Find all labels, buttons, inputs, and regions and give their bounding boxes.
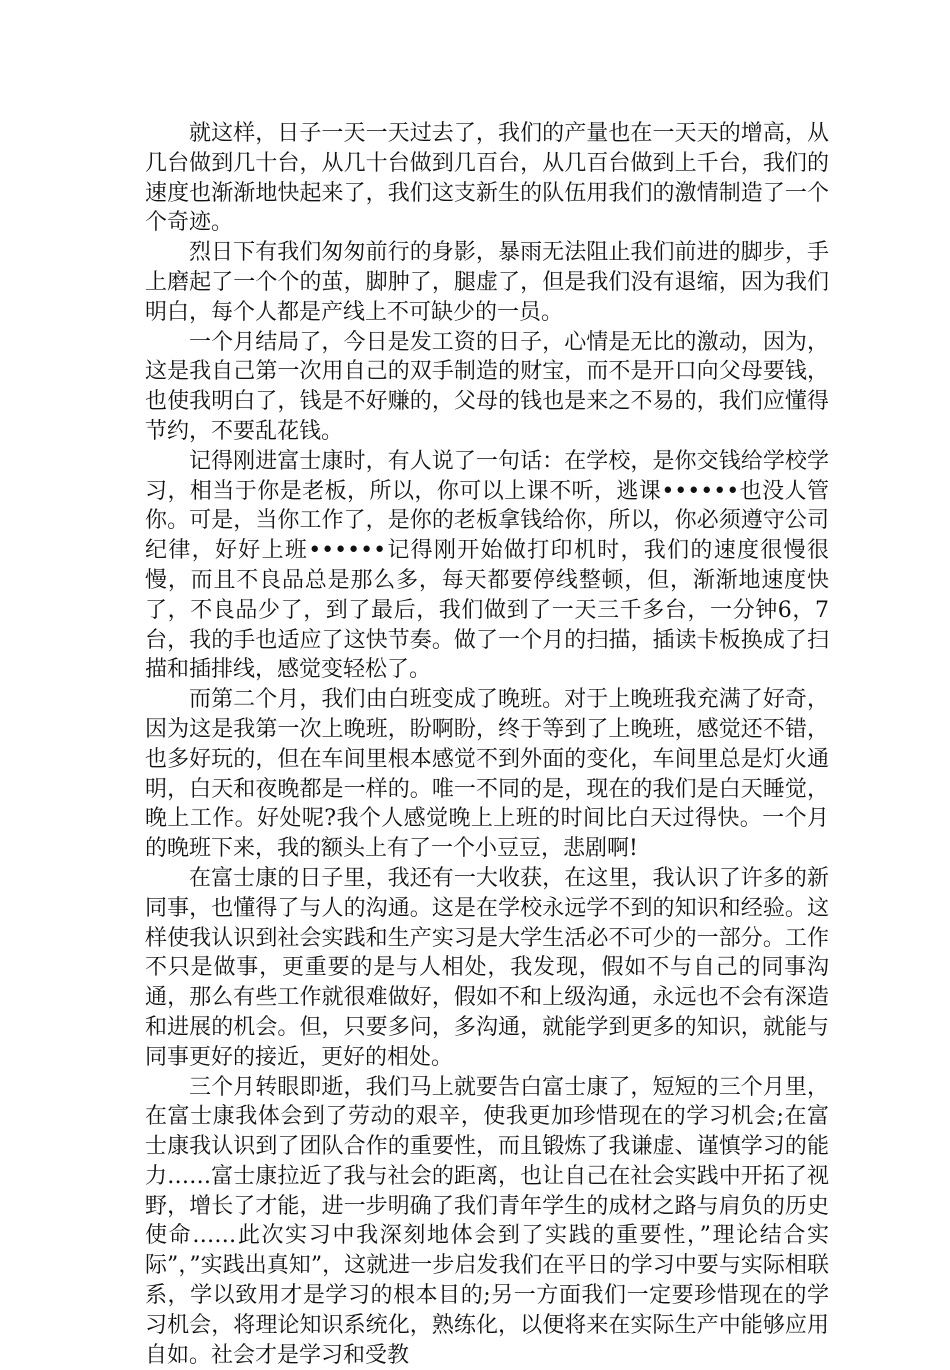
paragraph-5: 而第二个月，我们由白班变成了晚班。对于上晚班我充满了好奇，因为这是我第一次上晚班，盼啊盼，终于等到了上晚班，感觉还不错，也多好玩的，但在车间里根本感觉不到外面的变化，车间里总是灯火通明，白天和夜晚都是一样的。唯一不同的是，现在的我们是白天睡觉，晚上工作。好处呢?我个人感觉晚上上班的时间比白天过得快。一个月的晚班下来，我的额头上有了一个小豆豆，悲剧啊! [145, 685, 829, 864]
paragraph-4: 记得刚进富士康时，有人说了一句话：在学校，是你交钱给学校学习，相当于你是老板，所以，你可以上课不听，逃课••••••也没人管你。可是，当你工作了，是你的老板拿钱给你，所以，你必须遵守公司纪律，好好上班••••••记得刚开始做打印机时，我们的速度很慢很慢，而且不良品总是那么多，每天都要停线整顿，但，渐渐地速度快了，不良品少了，到了最后，我们做到了一天三千多台，一分钟6，7台，我的手也适应了这快节奏。做了一个月的扫描，插读卡板换成了扫描和插排线，感觉变轻松了。 [145, 447, 829, 685]
paragraph-3: 一个月结局了，今日是发工资的日子，心情是无比的激动，因为，这是我自己第一次用自己的双手制造的财宝，而不是开口向父母要钱，也使我明白了，钱是不好赚的，父母的钱也是来之不易的，我们应懂得节约，不要乱花钱。 [145, 328, 829, 447]
document-page [145, 119, 829, 1239]
paragraph-7: 三个月转眼即逝，我们马上就要告白富士康了，短短的三个月里，在富士康我体会到了劳动的艰辛，使我更加珍惜现在的学习机会;在富士康我认识到了团队合作的重要性，而且锻炼了我谦虚、谨慎学习的能力……富士康拉近了我与社会的距离，也让自己在社会实践中开拓了视野，增长了才能，进一步明确了我们青年学生的成材之路与肩负的历史使命……此次实习中我深刻地体会到了实践的重要性，”理论结合实际”，”实践出真知”，这就进一步启发我们在平日的学习中要与实际相联系，学以致用才是学习的根本目的;另一方面我们一定要珍惜现在的学习机会，将理论知识系统化，熟练化，以便将来在实际生产中能够应用自如。社会才是学习和受教 [145, 1073, 829, 1370]
paragraph-6: 在富士康的日子里，我还有一大收获，在这里，我认识了许多的新同事，也懂得了与人的沟通。这是在学校永远学不到的知识和经验。这样使我认识到社会实践和生产实习是大学生活必不可少的一部分。工作不只是做事，更重要的是与人相处，我发现，假如不与自己的同事沟通，那么有些工作就很难做好，假如不和上级沟通，永远也不会有深造和进展的机会。但，只要多问，多沟通，就能学到更多的知识，就能与同事更好的接近，更好的相处。 [145, 864, 829, 1073]
paragraph-1: 就这样，日子一天一天过去了，我们的产量也在一天天的增高，从几台做到几十台，从几十台做到几百台，从几百台做到上千台，我们的速度也渐渐地快起来了，我们这支新生的队伍用我们的激情制造了一个个奇迹。 [145, 119, 829, 238]
paragraph-2: 烈日下有我们匆匆前行的身影，暴雨无法阻止我们前进的脚步，手上磨起了一个个的茧，脚肿了，腿虚了，但是我们没有退缩，因为我们明白，每个人都是产线上不可缺少的一员。 [145, 238, 829, 327]
